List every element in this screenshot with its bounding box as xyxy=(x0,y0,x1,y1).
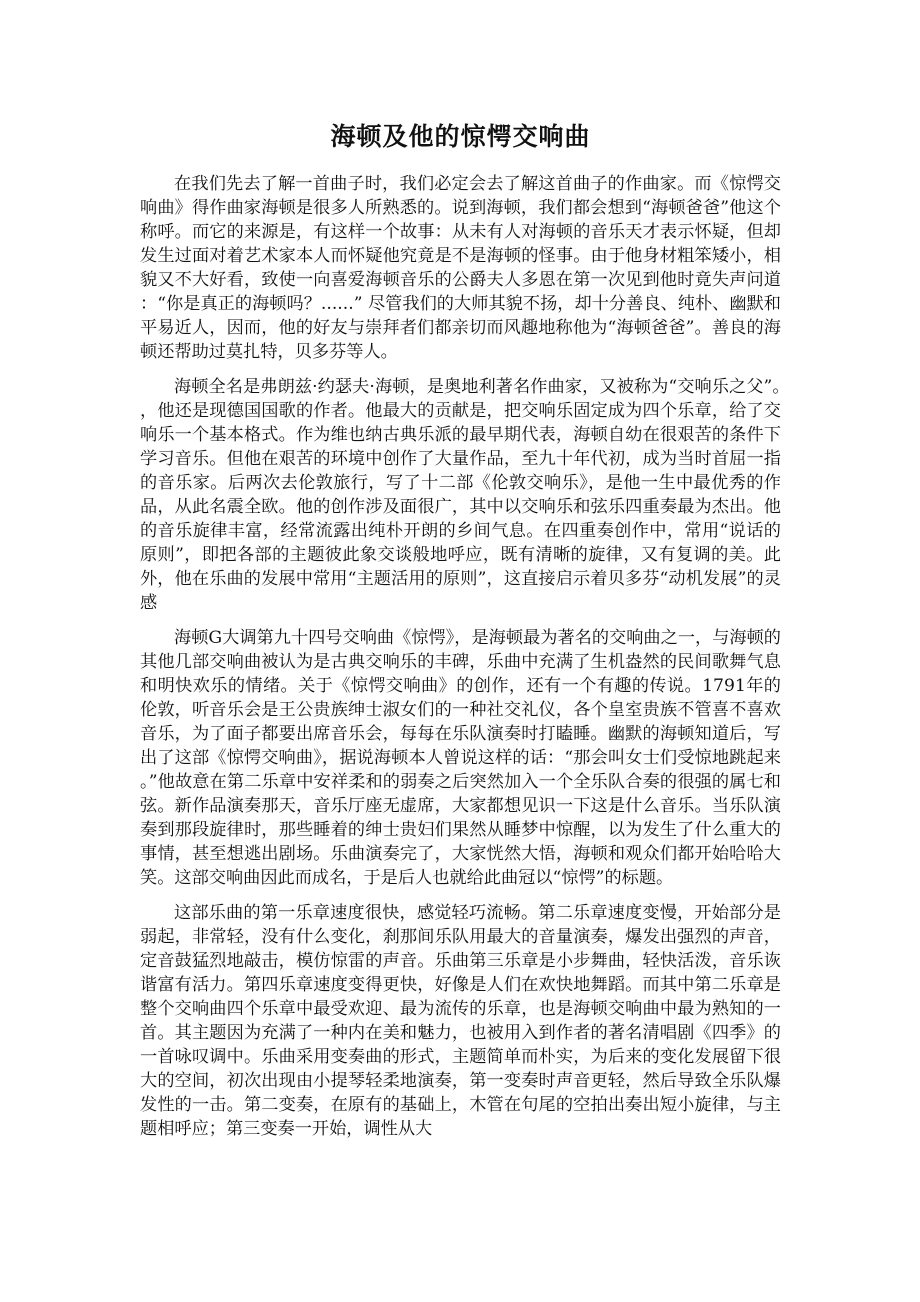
document-title: 海顿及他的惊愕交响曲 xyxy=(330,122,591,151)
paragraph-haydn-biography: 海顿全名是弗朗兹·约瑟夫·海顿，是奥地利著名作曲家，又被称为“交响乐之父”。，他还是现德国国歌的作者。他最大的贡献是，把交响乐固定成为四个乐章，给了交响乐一个基本格式。作为维也纳古典乐派的最早期代表，海顿自幼在很艰苦的条件下学习音乐。但他在艰苦的环境中创作了大量作品，至九十年代初，成为当时首屈一指的音乐家。后两次去伦敦旅行，写了十二部《伦敦交响乐》，是他一生中最优秀的作品，从此名震全欧。他的创作涉及面很广，其中以交响乐和弦乐四重奏最为杰出。他的音乐旋律丰富，经常流露出纯朴开朗的乡间气息。在四重奏创作中，常用“说话的原则”，即把各部的主题彼此象交谈般地呼应，既有清晰的旋律，又有复调的美。此外，他在乐曲的发展中常用“主题活用的原则”，这直接启示着贝多芬“动机发展”的灵感 xyxy=(140,377,781,613)
paragraph-surprise-symphony-story: 海顿G大调第九十四号交响曲《惊愕》，是海顿最为著名的交响曲之一，与海顿的其他几部交响曲被认为是古典交响乐的丰碑，乐曲中充满了生机盎然的民间歌舞气息和明快欢乐的情绪。关于《惊愕交响曲》的创作，还有一个有趣的传说。1791年的伦敦，听音乐会是王公贵族绅士淑女们的一种社交礼仪，各个皇室贵族不管喜不喜欢音乐，为了面子都要出席音乐会，每每在乐队演奏时打瞌睡。幽默的海顿知道后，写出了这部《惊愕交响曲》，据说海顿本人曾说这样的话：“那会叫女士们受惊地跳起来。”他故意在第二乐章中安祥柔和的弱奏之后突然加入一个全乐队合奏的很强的属七和弦。新作品演奏那天，音乐厅座无虚席，大家都想见识一下这是什么音乐。当乐队演奏到那段旋律时，那些睡着的绅士贵妇们果然从睡梦中惊醒，以为发生了什么重大的事情，甚至想逃出剧场。乐曲演奏完了，大家恍然大悟，海顿和观众们都开始哈哈大笑。这部交响曲因此而成名，于是后人也就给此曲冠以“惊愕”的标题。 xyxy=(140,628,781,888)
paragraph-haydn-introduction: 在我们先去了解一首曲子时，我们必定会去了解这首曲子的作曲家。而《惊愕交响曲》得作曲家海顿是很多人所熟悉的。说到海顿，我们都会想到“海顿爸爸”他这个称呼。而它的来源是，有这样一个故事：从未有人对海顿的音乐天才表示怀疑，但却发生过面对着艺术家本人而怀疑他究竟是不是海顿的怪事。由于他身材粗笨矮小，相貌又不大好看，致使一向喜爱海顿音乐的公爵夫人多恩在第一次见到他时竟失声问道：“你是真正的海顿吗？......” 尽管我们的大师其貌不扬，却十分善良、纯朴、幽默和平易近人，因而，他的好友与崇拜者们都亲切而风趣地称他为“海顿爸爸”。善良的海顿还帮助过莫扎特，贝多芬等人。 xyxy=(140,174,781,362)
document-page xyxy=(140,0,781,1141)
paragraph-movement-analysis: 这部乐曲的第一乐章速度很快，感觉轻巧流畅。第二乐章速度变慢，开始部分是弱起，非常轻，没有什么变化，刹那间乐队用最大的音量演奏，爆发出强烈的声音，定音鼓猛烈地敲击，模仿惊雷的声音。乐曲第三乐章是小步舞曲，轻快活泼，音乐诙谐富有活力。第四乐章速度变得更快，好像是人们在欢快地舞蹈。而其中第二乐章是整个交响曲四个乐章中最受欢迎、最为流传的乐章，也是海顿交响曲中最为熟知的一首。其主题因为充满了一种内在美和魅力，也被用入到作者的著名清唱剧《四季》的一首咏叹调中。乐曲采用变奏曲的形式，主题简单而朴实，为后来的变化发展留下很大的空间，初次出现由小提琴轻柔地演奏，第一变奏时声音更轻，然后导致全乐队爆发性的一击。第二变奏，在原有的基础上，木管在句尾的空拍出奏出短小旋律，与主题相呼应；第三变奏一开始，调性从大 xyxy=(140,903,781,1139)
